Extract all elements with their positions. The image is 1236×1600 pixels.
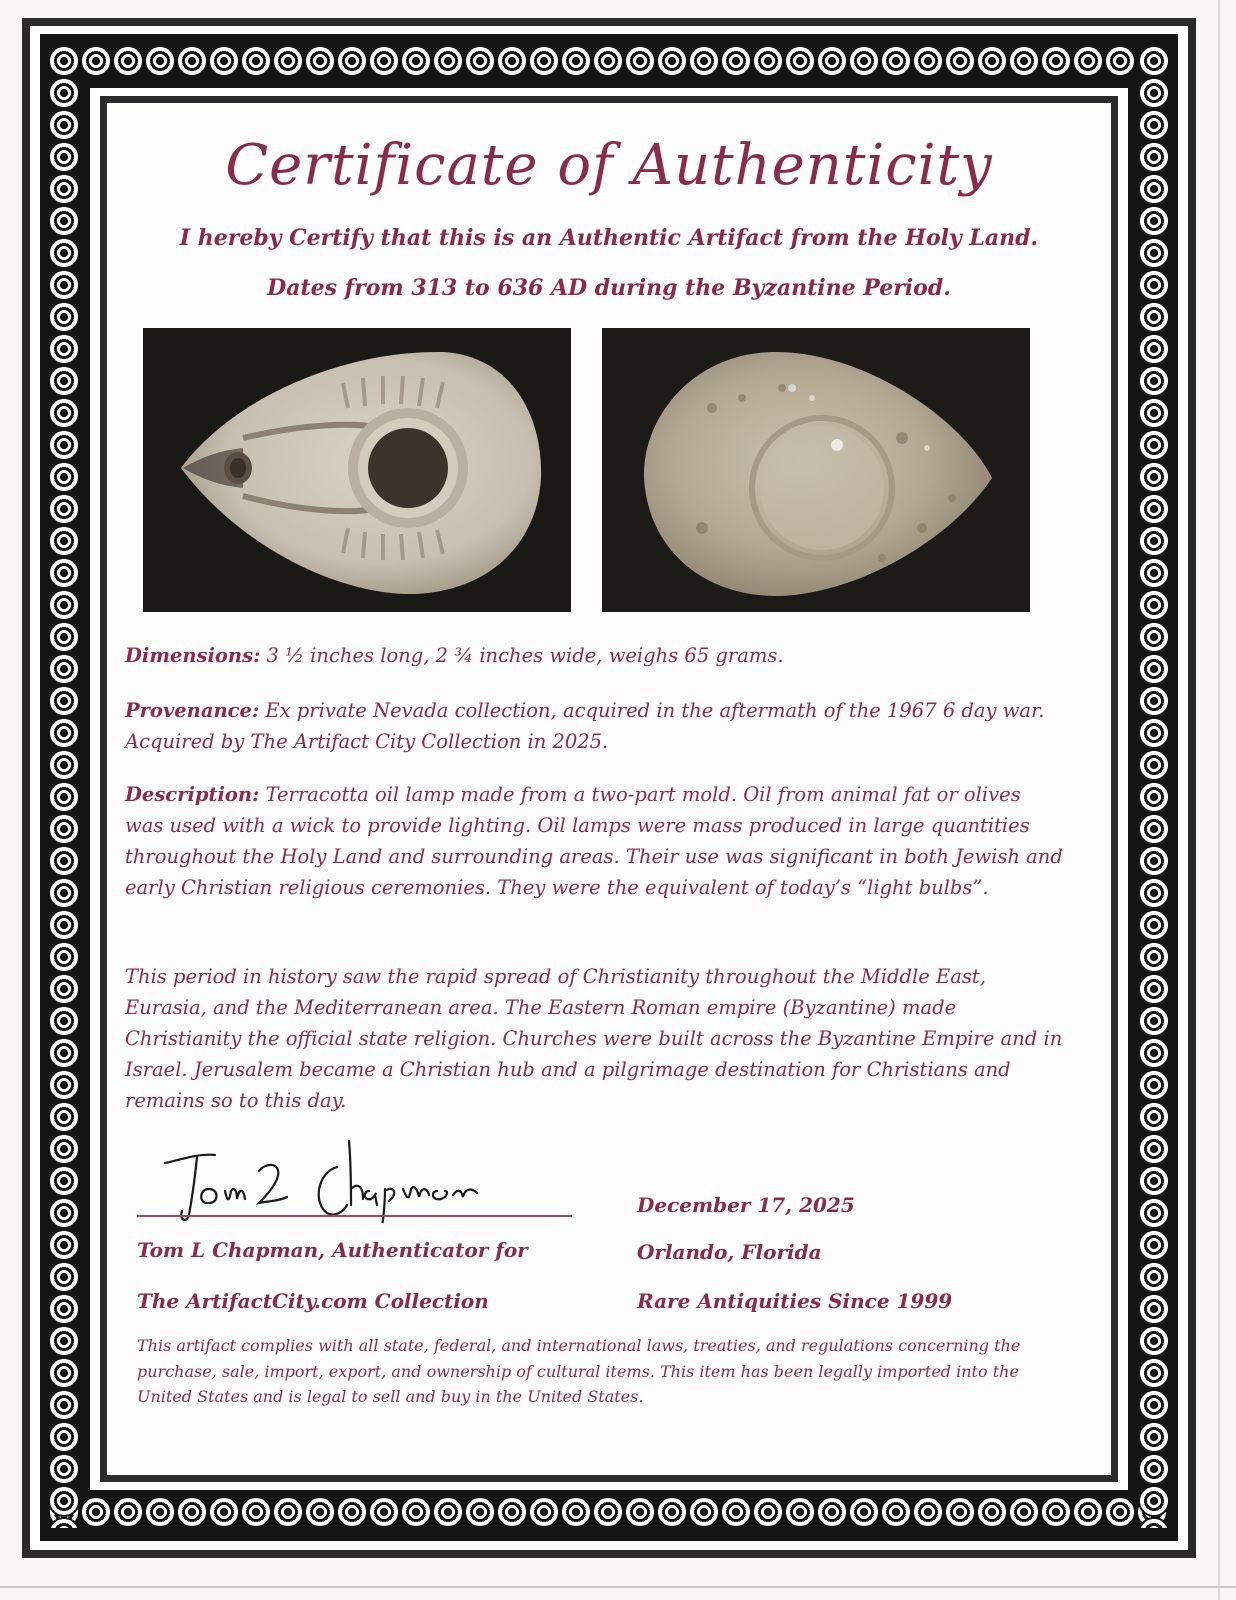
description-label: Description: — [125, 783, 260, 806]
certificate-content — [107, 103, 1111, 1475]
concentric-circle-border-bottom — [48, 1496, 1170, 1528]
description-value: Terracotta oil lamp made from a two-part mold. Oil from animal fat or olives was used with a wick to provide lighting. Oil lamps were mass produced in large quantities throughout the Holy Land and surrounding areas. Their use was significant in both Jewish and early Christian religious ceremonies. They were the equivalent of today’s “light bulbs”. — [125, 783, 1063, 899]
certificate-date: December 17, 2025 — [637, 1193, 855, 1217]
certificate-location: Orlando, Florida — [637, 1240, 822, 1264]
oil-lamp-bottom-photo — [602, 328, 1030, 612]
oil-lamp-top-photo — [143, 328, 571, 612]
signature-line — [137, 1215, 572, 1217]
oil-lamp-top-image — [143, 328, 571, 612]
page-edge — [0, 1586, 1236, 1588]
authenticator-collection: The ArtifactCity.com Collection — [137, 1289, 489, 1313]
dimensions-value: 3 ½ inches long, 2 ¾ inches wide, weighs 65 grams. — [260, 644, 784, 667]
provenance-label: Provenance: — [125, 699, 260, 722]
concentric-circle-border-top — [48, 45, 1170, 77]
concentric-circle-border-left — [48, 45, 80, 1528]
concentric-circle-border-right — [1138, 45, 1170, 1528]
dimensions-label: Dimensions: — [125, 644, 261, 667]
legal-compliance-statement: This artifact complies with all state, federal, and international laws, treaties, and regulations concerning the purchase, sale, import, export, and ownership of cultural items. This item has been legally imported into the United States and is legal to sell and buy in the United States. — [137, 1336, 1021, 1406]
dating-statement: Dates from 313 to 636 AD during the Byzantine Period. — [267, 275, 951, 301]
oil-lamp-bottom-image — [602, 328, 1030, 612]
company-tagline: Rare Antiquities Since 1999 — [637, 1289, 953, 1313]
history-paragraph: This period in history saw the rapid spread of Christianity throughout the Middle East, Eurasia, and the Mediterranean area. The Eastern Roman empire (Byzantine) made Christianity the official state religion. Churches were built across the Byzantine Empire and in Israel. Jerusalem became a Christian hub and a pilgrimage destination for Christians and remains so to this day. — [125, 965, 1063, 1112]
handwritten-signature — [137, 1133, 577, 1223]
page-edge — [1218, 0, 1220, 1600]
certificate-title: Certificate of Authenticity — [225, 133, 993, 198]
dimensions-paragraph — [125, 640, 1065, 671]
provenance-paragraph — [125, 695, 1065, 757]
certification-statement: I hereby Certify that this is an Authentic Artifact from the Holy Land. — [179, 225, 1039, 251]
authenticator-name: Tom L Chapman, Authenticator for — [137, 1238, 528, 1262]
description-paragraph — [125, 779, 1065, 903]
provenance-value: Ex private Nevada collection, acquired in the aftermath of the 1967 6 day war. Acquired by The Artifact City Collection in 2025. — [125, 699, 1045, 753]
signature-image — [137, 1133, 577, 1223]
